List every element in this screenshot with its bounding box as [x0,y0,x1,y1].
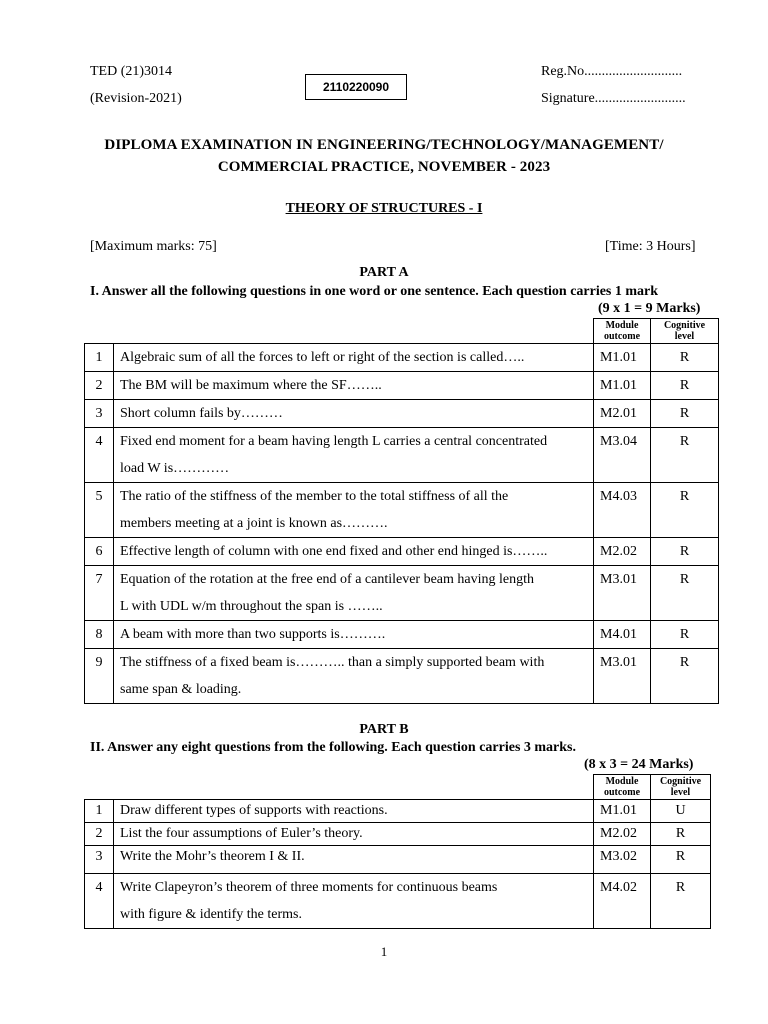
table-row: 5 The ratio of the stiffness of the member to the total stiffness of all the members meeting at a joint is known as………. M4.03 R [85,483,719,538]
register-number-box: 2110220090 [305,74,407,100]
module-outcome-header: Module outcome [594,775,651,800]
module-outcome-header: Module outcome [594,319,651,344]
table-row: 2 List the four assumptions of Euler’s theory. M2.02 R [85,823,711,846]
subject-title: THEORY OF STRUCTURES - I [285,201,483,216]
table-row: 6 Effective length of column with one end fixed and other end hinged is…….. M2.02 R [85,538,719,566]
table-row: 3 Write the Mohr’s theorem I & II. M3.02 R [85,846,711,874]
part-a-heading: PART A [359,265,409,280]
part-a-marks: (9 x 1 = 9 Marks) [598,301,701,316]
exam-time: [Time: 3 Hours] [605,239,696,254]
signature-field: Signature.......................... [541,91,686,106]
part-a-table [84,318,719,704]
exam-title-line1: DIPLOMA EXAMINATION IN ENGINEERING/TECHNOLOGY/MANAGEMENT/ [104,137,664,153]
cognitive-level-header: Cognitive level [651,319,719,344]
exam-title-line2: COMMERCIAL PRACTICE, NOVEMBER - 2023 [217,159,551,175]
table-row: 9 The stiffness of a fixed beam is……….. than a simply supported beam with same span & loading. M3.01 R [85,649,719,704]
revision-label: (Revision-2021) [90,91,182,106]
reg-no-field: Reg.No............................ [541,64,683,79]
part-b-table [84,774,711,929]
table-row: 7 Equation of the rotation at the free end of a cantilever beam having length L with UDL w/m throughout the span is …….. M3.01 R [85,566,719,621]
table-row: 1 Algebraic sum of all the forces to left or right of the section is called….. M1.01 R [85,344,719,372]
table-row: 4 Fixed end moment for a beam having length L carries a central concentrated load W is………… M3.04 R [85,428,719,483]
table-row: 2 The BM will be maximum where the SF…….. M1.01 R [85,372,719,400]
part-b-marks: (8 x 3 = 24 Marks) [584,757,694,772]
max-marks: [Maximum marks: 75] [90,239,217,254]
table-row: 1 Draw different types of supports with reactions. M1.01 U [85,800,711,823]
course-code: TED (21)3014 [90,64,173,79]
cognitive-level-header: Cognitive level [651,775,711,800]
table-row: 8 A beam with more than two supports is………. M4.01 R [85,621,719,649]
part-b-instruction: II. Answer any eight questions from the following. Each question carries 3 marks. [90,740,577,755]
part-a-instruction: I. Answer all the following questions in one word or one sentence. Each question carries 1 mark [90,284,659,299]
table-row: 3 Short column fails by……… M2.01 R [85,400,719,428]
part-b-heading: PART B [359,722,409,737]
table-row: 4 Write Clapeyron’s theorem of three moments for continuous beams with figure & identify the terms. M4.02 R [85,874,711,929]
page-number: 1 [380,944,388,959]
